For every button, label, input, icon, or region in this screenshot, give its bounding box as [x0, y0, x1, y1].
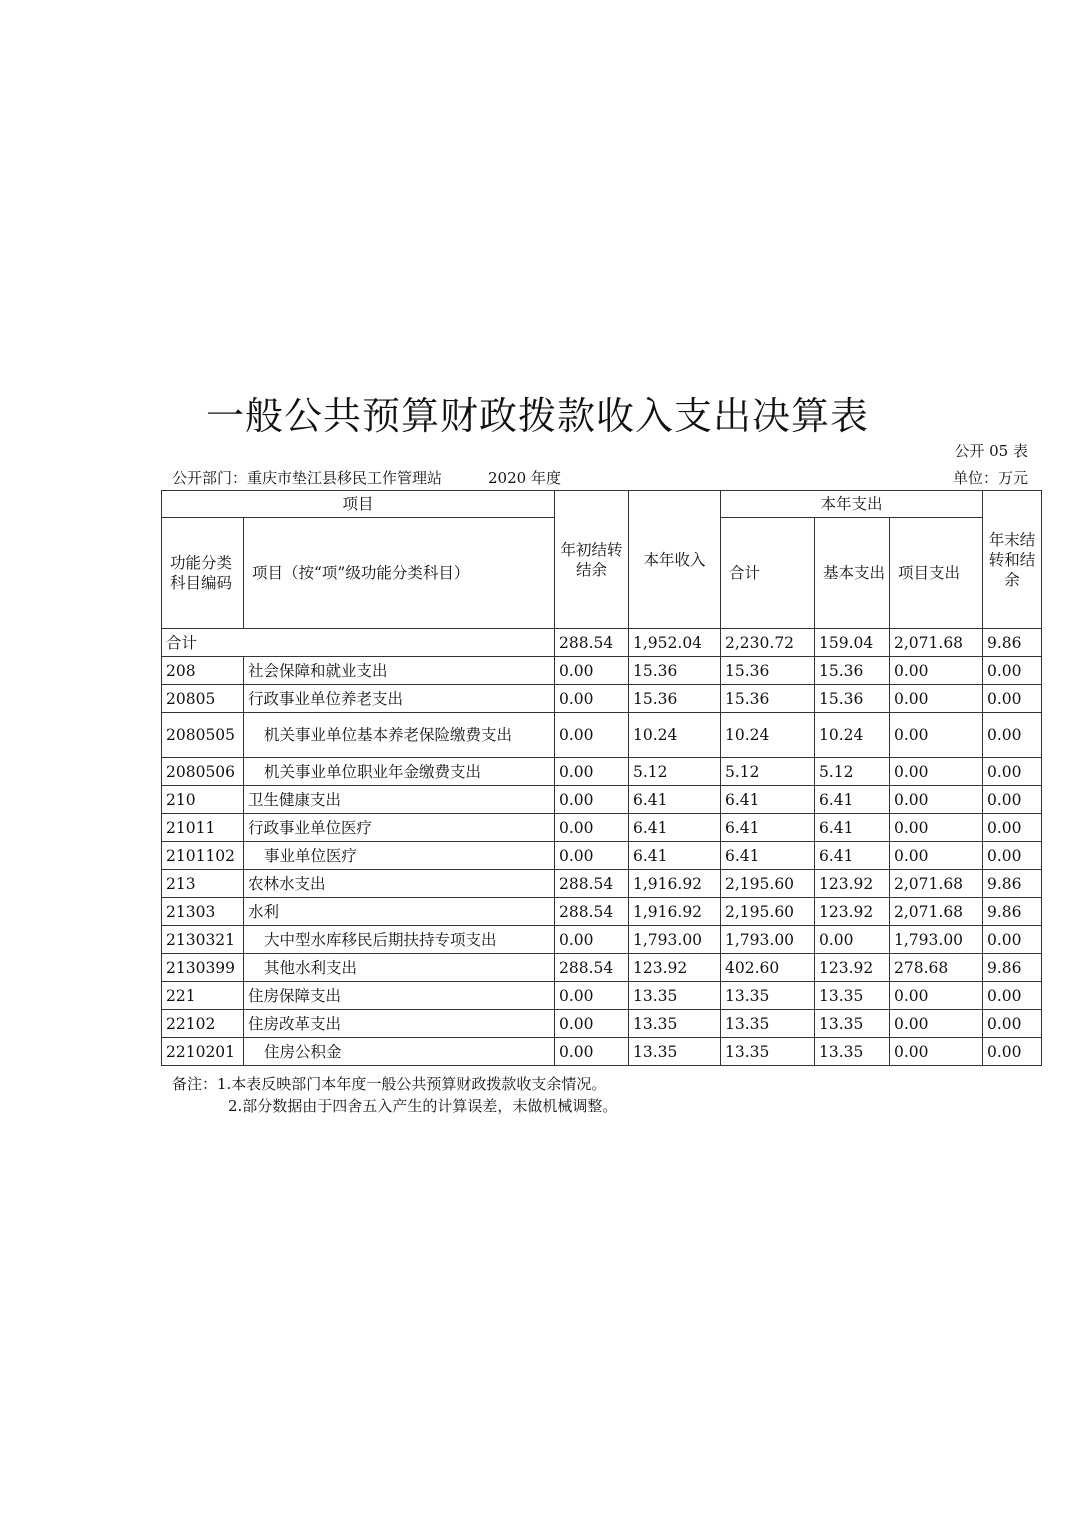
meta-line [172, 467, 1028, 487]
row-value-v2: 13.35 [629, 1038, 721, 1066]
row-value-v4: 6.41 [815, 814, 890, 842]
row-value-v1: 0.00 [555, 657, 629, 685]
header-code: 功能分类科目编码 [162, 518, 244, 629]
row-value-v2: 13.35 [629, 982, 721, 1010]
header-income: 本年收入 [629, 491, 721, 629]
row-value-v4: 10.24 [815, 713, 890, 758]
row-value-v5: 2,071.68 [890, 870, 983, 898]
row-value-v2: 10.24 [629, 713, 721, 758]
table-row [162, 954, 1042, 982]
row-value-v6: 9.86 [983, 870, 1042, 898]
row-value-v3: 6.41 [721, 842, 815, 870]
row-code: 2130399 [162, 954, 244, 982]
row-code: 221 [162, 982, 244, 1010]
row-value-v2: 15.36 [629, 685, 721, 713]
row-value-v1: 0.00 [555, 713, 629, 758]
header-end-balance: 年末结转和结余 [983, 491, 1042, 629]
row-value-v4: 13.35 [815, 1038, 890, 1066]
row-value-v6: 9.86 [983, 954, 1042, 982]
row-value-v3: 1,793.00 [721, 926, 815, 954]
row-value-v3: 6.41 [721, 786, 815, 814]
row-value-v3: 5.12 [721, 758, 815, 786]
department-label: 公开部门：重庆市垫江县移民工作管理站 [172, 469, 443, 487]
total-label: 合计 [162, 629, 555, 657]
row-value-v5: 278.68 [890, 954, 983, 982]
row-value-v5: 0.00 [890, 758, 983, 786]
table-row [162, 685, 1042, 713]
row-value-v5: 0.00 [890, 786, 983, 814]
row-value-v3: 2,230.72 [721, 629, 815, 657]
row-value-v1: 0.00 [555, 1010, 629, 1038]
row-value-v5: 1,793.00 [890, 926, 983, 954]
row-code: 213 [162, 870, 244, 898]
row-name: 行政事业单位养老支出 [244, 685, 555, 713]
row-value-v6: 0.00 [983, 926, 1042, 954]
row-value-v2: 1,916.92 [629, 898, 721, 926]
row-value-v5: 0.00 [890, 1010, 983, 1038]
row-name: 机关事业单位职业年金缴费支出 [244, 758, 555, 786]
row-name: 事业单位医疗 [244, 842, 555, 870]
row-value-v4: 159.04 [815, 629, 890, 657]
row-value-v3: 15.36 [721, 685, 815, 713]
row-value-v6: 0.00 [983, 786, 1042, 814]
row-name: 水利 [244, 898, 555, 926]
row-value-v4: 6.41 [815, 786, 890, 814]
row-value-v2: 1,952.04 [629, 629, 721, 657]
row-value-v3: 13.35 [721, 982, 815, 1010]
row-value-v2: 6.41 [629, 786, 721, 814]
row-value-v6: 0.00 [983, 842, 1042, 870]
row-value-v3: 15.36 [721, 657, 815, 685]
row-value-v6: 0.00 [983, 657, 1042, 685]
unit-label: 单位：万元 [952, 469, 1028, 487]
row-value-v6: 9.86 [983, 629, 1042, 657]
row-name: 住房保障支出 [244, 982, 555, 1010]
table-row [162, 1010, 1042, 1038]
row-value-v3: 13.35 [721, 1010, 815, 1038]
row-value-v1: 288.54 [555, 629, 629, 657]
row-code: 210 [162, 786, 244, 814]
row-value-v4: 123.92 [815, 870, 890, 898]
row-value-v6: 0.00 [983, 713, 1042, 758]
row-value-v6: 0.00 [983, 982, 1042, 1010]
row-value-v4: 123.92 [815, 898, 890, 926]
row-name: 农林水支出 [244, 870, 555, 898]
row-value-v6: 0.00 [983, 1038, 1042, 1066]
note-2: 2.部分数据由于四舍五入产生的计算误差，未做机械调整。 [228, 1097, 618, 1115]
row-value-v1: 288.54 [555, 870, 629, 898]
row-value-v4: 13.35 [815, 1010, 890, 1038]
table-row [162, 926, 1042, 954]
row-value-v1: 0.00 [555, 982, 629, 1010]
row-value-v5: 0.00 [890, 842, 983, 870]
table-row [162, 758, 1042, 786]
year-label: 2020 年度 [488, 469, 561, 487]
row-value-v2: 5.12 [629, 758, 721, 786]
header-name: 项目（按“项”级功能分类科目） [244, 518, 555, 629]
row-value-v4: 15.36 [815, 685, 890, 713]
row-value-v3: 2,195.60 [721, 870, 815, 898]
row-value-v2: 13.35 [629, 1010, 721, 1038]
row-value-v5: 2,071.68 [890, 629, 983, 657]
row-name: 其他水利支出 [244, 954, 555, 982]
row-code: 21303 [162, 898, 244, 926]
row-value-v5: 0.00 [890, 814, 983, 842]
row-value-v6: 0.00 [983, 685, 1042, 713]
row-value-v2: 1,793.00 [629, 926, 721, 954]
row-value-v4: 5.12 [815, 758, 890, 786]
row-value-v4: 6.41 [815, 842, 890, 870]
row-code: 2210201 [162, 1038, 244, 1066]
row-value-v5: 0.00 [890, 1038, 983, 1066]
row-value-v3: 13.35 [721, 1038, 815, 1066]
row-name: 住房改革支出 [244, 1010, 555, 1038]
header-basic: 基本支出 [815, 518, 890, 629]
row-value-v5: 2,071.68 [890, 898, 983, 926]
header-item: 项目 [162, 491, 555, 518]
row-name: 住房公积金 [244, 1038, 555, 1066]
row-value-v5: 0.00 [890, 713, 983, 758]
row-code: 22102 [162, 1010, 244, 1038]
row-name: 卫生健康支出 [244, 786, 555, 814]
row-name: 大中型水库移民后期扶持专项支出 [244, 926, 555, 954]
row-value-v6: 9.86 [983, 898, 1042, 926]
row-value-v6: 0.00 [983, 758, 1042, 786]
table-row [162, 870, 1042, 898]
row-value-v4: 15.36 [815, 657, 890, 685]
row-value-v1: 288.54 [555, 898, 629, 926]
row-code: 208 [162, 657, 244, 685]
row-value-v2: 15.36 [629, 657, 721, 685]
row-value-v3: 10.24 [721, 713, 815, 758]
row-value-v2: 1,916.92 [629, 870, 721, 898]
row-code: 2080506 [162, 758, 244, 786]
row-name: 机关事业单位基本养老保险缴费支出 [244, 713, 555, 758]
row-value-v1: 0.00 [555, 814, 629, 842]
row-value-v5: 0.00 [890, 982, 983, 1010]
table-row [162, 814, 1042, 842]
row-value-v1: 0.00 [555, 842, 629, 870]
row-name: 行政事业单位医疗 [244, 814, 555, 842]
row-value-v1: 0.00 [555, 926, 629, 954]
row-code: 21011 [162, 814, 244, 842]
table-row [162, 982, 1042, 1010]
row-value-v4: 13.35 [815, 982, 890, 1010]
page-title: 一般公共预算财政拨款收入支出决算表 [205, 394, 869, 438]
row-value-v1: 0.00 [555, 685, 629, 713]
table-row [162, 629, 1042, 657]
row-value-v6: 0.00 [983, 1010, 1042, 1038]
row-value-v2: 6.41 [629, 842, 721, 870]
row-value-v3: 6.41 [721, 814, 815, 842]
row-value-v1: 288.54 [555, 954, 629, 982]
row-code: 2080505 [162, 713, 244, 758]
row-value-v6: 0.00 [983, 814, 1042, 842]
row-value-v5: 0.00 [890, 685, 983, 713]
row-value-v4: 123.92 [815, 954, 890, 982]
row-value-v2: 123.92 [629, 954, 721, 982]
table-row [162, 713, 1042, 758]
row-code: 20805 [162, 685, 244, 713]
header-total: 合计 [721, 518, 815, 629]
table-row [162, 657, 1042, 685]
row-value-v1: 0.00 [555, 786, 629, 814]
note-1: 备注：1.本表反映部门本年度一般公共预算财政拨款收支余情况。 [172, 1075, 607, 1093]
form-number: 公开 05 表 [954, 442, 1028, 460]
header-expense-group: 本年支出 [721, 491, 983, 518]
budget-table [161, 490, 1042, 1066]
header-project: 项目支出 [890, 518, 983, 629]
row-value-v1: 0.00 [555, 1038, 629, 1066]
row-code: 2101102 [162, 842, 244, 870]
table-row [162, 1038, 1042, 1066]
row-value-v3: 402.60 [721, 954, 815, 982]
row-name: 社会保障和就业支出 [244, 657, 555, 685]
row-value-v2: 6.41 [629, 814, 721, 842]
table-row [162, 842, 1042, 870]
table-row [162, 898, 1042, 926]
row-value-v1: 0.00 [555, 758, 629, 786]
header-begin-balance: 年初结转结余 [555, 491, 629, 629]
table-row [162, 786, 1042, 814]
row-value-v5: 0.00 [890, 657, 983, 685]
row-value-v3: 2,195.60 [721, 898, 815, 926]
row-code: 2130321 [162, 926, 244, 954]
row-value-v4: 0.00 [815, 926, 890, 954]
notes [172, 1073, 617, 1117]
